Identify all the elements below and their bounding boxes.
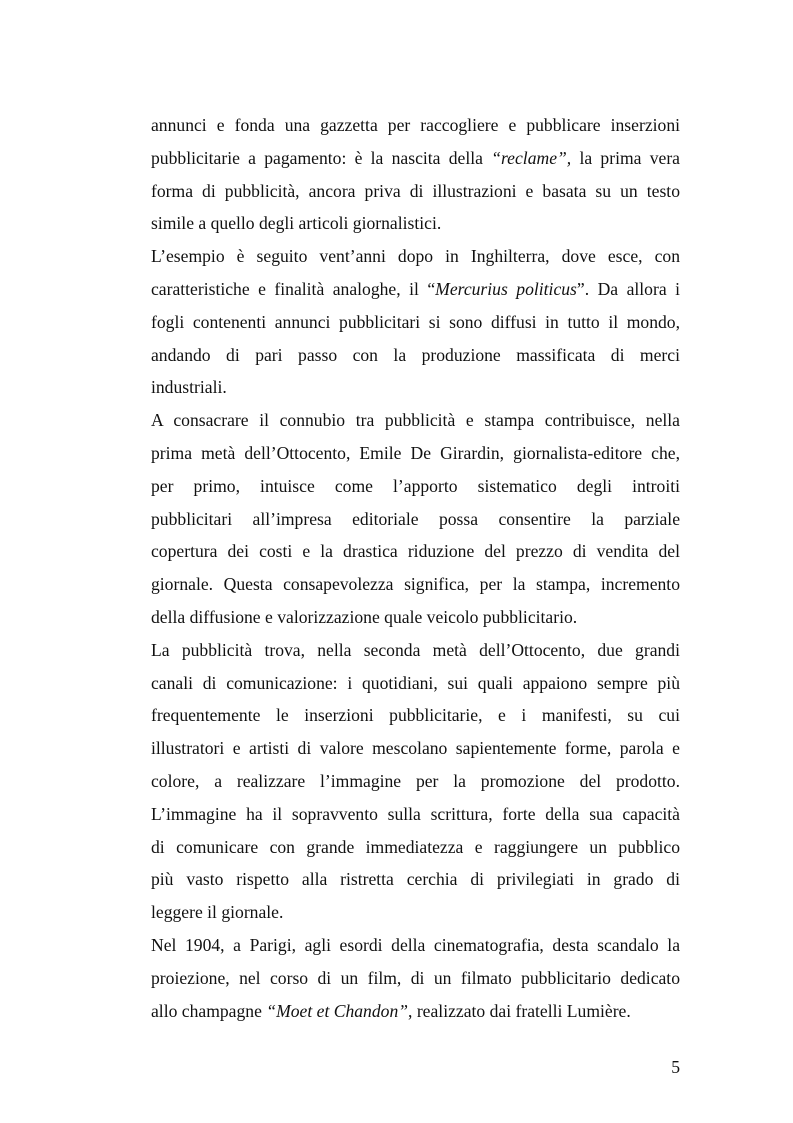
text-line: fogli contenenti annunci pubblicitari si sono diffusi in tutto il mondo, <box>151 311 680 332</box>
text-line: pubblicitari all’impresa editoriale possa consentire la parziale <box>151 508 680 529</box>
text-line <box>151 142 680 175</box>
text-line: più vasto rispetto alla ristretta cerchia di privilegiati in grado di <box>151 869 680 890</box>
text-line: annunci e fonda una gazzetta per raccogliere e pubblicare inserzioni <box>151 115 680 135</box>
text-run: allo champagne <box>151 1000 267 1021</box>
text-line <box>151 995 680 1028</box>
body-text <box>151 109 680 1027</box>
text-run: , realizzato dai fratelli Lumière. <box>408 1000 631 1021</box>
text-line: L’immagine ha il sopravvento sulla scrittura, forte della sua capacità <box>151 803 680 824</box>
text-run: caratteristiche e finalità analoghe, il “ <box>151 278 436 299</box>
text-line: leggere il giornale. <box>151 902 284 923</box>
text-line <box>151 273 680 306</box>
text-line: A consacrare il connubio tra pubblicità e stampa contribuisce, nella <box>151 410 680 431</box>
text-run: la prima vera <box>571 147 680 168</box>
text-line: prima metà dell’Ottocento, Emile De Girardin, giornalista-editore che, <box>151 442 680 463</box>
text-line: Nel 1904, a Parigi, agli esordi della cinematografia, desta scandalo la <box>151 934 680 955</box>
text-line: andando di pari passo con la produzione massificata di merci <box>151 344 680 365</box>
text-line: simile a quello degli articoli giornalistici. <box>151 213 442 234</box>
text-line: frequentemente le inserzioni pubblicitarie, e i manifesti, su cui <box>151 705 680 726</box>
text-line: La pubblicità trova, nella seconda metà dell’Ottocento, due grandi <box>151 639 680 660</box>
text-line: di comunicare con grande immediatezza e raggiungere un pubblico <box>151 836 680 857</box>
text-line: proiezione, nel corso di un film, di un filmato pubblicitario dedicato <box>151 967 680 988</box>
text-line: copertura dei costi e la drastica riduzione del prezzo di vendita del <box>151 541 680 562</box>
italic-term-moet-et-chandon: “Moet et Chandon” <box>266 1000 409 1021</box>
italic-term-mercurius: Mercurius politicus <box>435 278 577 299</box>
text-line: L’esempio è seguito vent’anni dopo in Inghilterra, dove esce, con <box>151 246 680 267</box>
text-line: giornale. Questa consapevolezza significa, per la stampa, incremento <box>151 574 680 595</box>
text-line: per primo, intuisce come l’apporto sistematico degli introiti <box>151 475 680 496</box>
text-line: della diffusione e valorizzazione quale veicolo pubblicitario. <box>151 606 578 627</box>
text-run: ”. Da allora i <box>576 278 680 299</box>
text-line: colore, a realizzare l’immagine per la promozione del prodotto. <box>151 770 680 791</box>
page-number: 5 <box>671 1057 680 1077</box>
text-line: illustratori e artisti di valore mescolano sapientemente forme, parola e <box>151 738 680 759</box>
text-line: forma di pubblicità, ancora priva di illustrazioni e basata su un testo <box>151 180 680 201</box>
text-line: industriali. <box>151 377 227 398</box>
italic-term-reclame: “reclame”, <box>491 147 572 168</box>
text-line: canali di comunicazione: i quotidiani, sui quali appaiono sempre più <box>151 672 680 693</box>
text-run: pubblicitarie a pagamento: è la nascita della <box>151 147 492 168</box>
